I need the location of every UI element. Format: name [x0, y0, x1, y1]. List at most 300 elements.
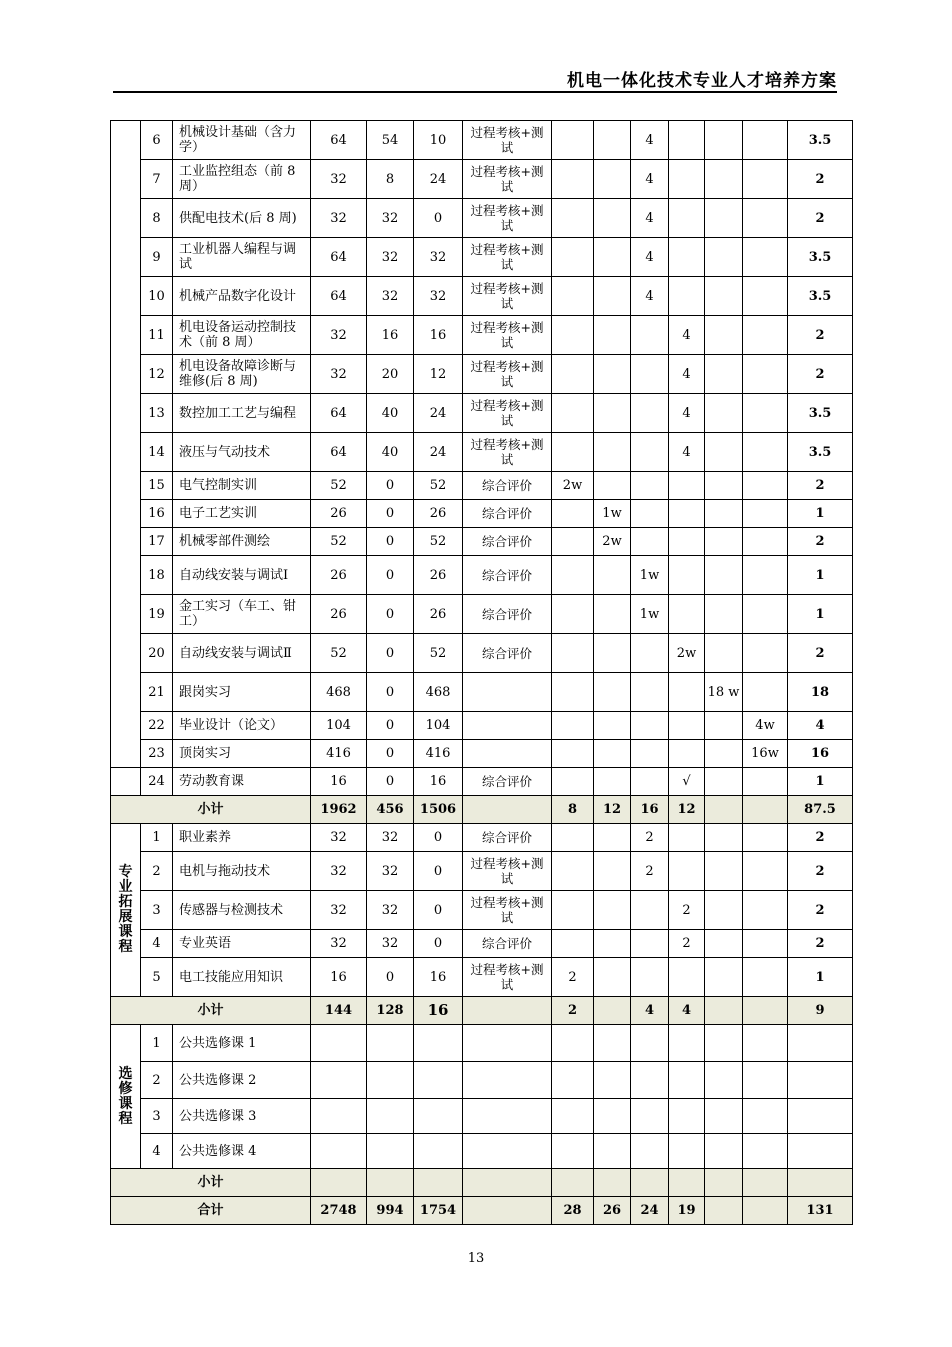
course-name-cell: 公共选修课 3 — [173, 1099, 311, 1134]
elective-row — [111, 1062, 853, 1099]
course-name-cell: 毕业设计（论文） — [173, 712, 311, 740]
semester-cell: 4 — [631, 121, 669, 160]
semester-cell — [552, 595, 594, 634]
semester-cell — [669, 277, 705, 316]
empty-cell — [414, 1025, 463, 1062]
theory-hours-cell: 0 — [367, 634, 414, 673]
semester-cell — [552, 528, 594, 556]
course-name-cell: 公共选修课 1 — [173, 1025, 311, 1062]
semester-cell — [705, 1169, 743, 1197]
semester-cell — [743, 1197, 788, 1225]
course-name-cell: 电工技能应用知识 — [173, 958, 311, 997]
course-row — [111, 634, 853, 673]
course-name-cell: 自动线安装与调试Ⅰ — [173, 556, 311, 595]
empty-cell — [705, 1062, 743, 1099]
course-row — [111, 712, 853, 740]
semester-cell — [669, 740, 705, 768]
credit-cell: 1 — [788, 556, 853, 595]
semester-cell — [594, 394, 631, 433]
semester-cell: 2 — [552, 997, 594, 1025]
practice-hours-cell: 16 — [414, 768, 463, 796]
empty-cell — [743, 1062, 788, 1099]
semester-cell — [705, 433, 743, 472]
course-no-cell: 19 — [141, 595, 173, 634]
practice-hours-cell: 26 — [414, 595, 463, 634]
assessment-cell: 综合评价 — [463, 634, 552, 673]
empty-cell — [463, 1025, 552, 1062]
empty-cell — [788, 1025, 853, 1062]
theory-hours-cell: 0 — [367, 472, 414, 500]
assessment-cell: 过程考核+测试 — [463, 958, 552, 997]
credit-cell: 1 — [788, 768, 853, 796]
course-no-cell: 2 — [141, 1062, 173, 1099]
semester-cell — [705, 394, 743, 433]
credit-cell: 2 — [788, 634, 853, 673]
practice-hours-cell — [414, 1169, 463, 1197]
header-rule — [113, 91, 837, 93]
semester-cell — [594, 433, 631, 472]
credit-cell: 2 — [788, 528, 853, 556]
course-row — [111, 160, 853, 199]
empty-cell — [631, 1062, 669, 1099]
course-row — [111, 930, 853, 958]
practice-hours-cell: 0 — [414, 852, 463, 891]
semester-cell: 2 — [552, 958, 594, 997]
course-no-cell: 1 — [141, 824, 173, 852]
assessment-cell — [463, 1169, 552, 1197]
semester-cell — [743, 852, 788, 891]
semester-cell: 24 — [631, 1197, 669, 1225]
document-header-title: 机电一体化技术专业人才培养方案 — [567, 71, 837, 91]
semester-cell — [552, 712, 594, 740]
semester-cell — [631, 472, 669, 500]
assessment-cell: 综合评价 — [463, 824, 552, 852]
semester-cell — [669, 528, 705, 556]
course-row — [111, 673, 853, 712]
total-hours-cell: 26 — [311, 500, 367, 528]
semester-cell — [552, 824, 594, 852]
assessment-cell: 过程考核+测试 — [463, 891, 552, 930]
semester-cell — [743, 891, 788, 930]
course-no-cell: 11 — [141, 316, 173, 355]
semester-cell: 28 — [552, 1197, 594, 1225]
semester-cell — [669, 121, 705, 160]
semester-cell: 12 — [594, 796, 631, 824]
semester-cell — [552, 634, 594, 673]
ext-group-cell — [111, 824, 141, 997]
semester-cell: 1w — [631, 595, 669, 634]
course-no-cell: 23 — [141, 740, 173, 768]
theory-hours-cell: 32 — [367, 199, 414, 238]
semester-cell — [705, 796, 743, 824]
semester-cell: 8 — [552, 796, 594, 824]
practice-hours-cell: 26 — [414, 500, 463, 528]
course-name-cell: 工业机器人编程与调试 — [173, 238, 311, 277]
semester-cell — [705, 740, 743, 768]
page-number: 13 — [467, 1251, 485, 1266]
semester-cell — [669, 472, 705, 500]
semester-cell — [705, 121, 743, 160]
semester-cell — [705, 472, 743, 500]
semester-cell — [705, 199, 743, 238]
total-hours-cell: 144 — [311, 997, 367, 1025]
semester-cell — [594, 997, 631, 1025]
semester-cell — [594, 238, 631, 277]
total-hours-cell: 26 — [311, 556, 367, 595]
credit-cell: 3.5 — [788, 433, 853, 472]
semester-cell — [705, 355, 743, 394]
semester-cell — [594, 634, 631, 673]
semester-cell — [552, 316, 594, 355]
course-row — [111, 595, 853, 634]
theory-hours-cell: 0 — [367, 740, 414, 768]
semester-cell — [743, 673, 788, 712]
empty-cell — [594, 1099, 631, 1134]
assessment-cell: 综合评价 — [463, 768, 552, 796]
course-row — [111, 556, 853, 595]
credit-cell: 2 — [788, 930, 853, 958]
semester-cell: 1w — [631, 556, 669, 595]
semester-cell — [743, 796, 788, 824]
total-hours-cell: 52 — [311, 472, 367, 500]
practice-hours-cell: 416 — [414, 740, 463, 768]
course-row — [111, 768, 853, 796]
course-name-cell: 机械零部件测绘 — [173, 528, 311, 556]
practice-hours-cell: 32 — [414, 277, 463, 316]
course-no-cell: 9 — [141, 238, 173, 277]
semester-cell — [631, 930, 669, 958]
course-name-cell: 电机与拖动技术 — [173, 852, 311, 891]
course-name-cell: 跟岗实习 — [173, 673, 311, 712]
total-hours-cell: 52 — [311, 634, 367, 673]
total-hours-cell: 26 — [311, 595, 367, 634]
credit-cell: 2 — [788, 891, 853, 930]
course-row — [111, 238, 853, 277]
semester-cell — [669, 595, 705, 634]
course-no-cell: 17 — [141, 528, 173, 556]
theory-hours-cell: 40 — [367, 394, 414, 433]
assessment-cell — [463, 1197, 552, 1225]
course-row — [111, 121, 853, 160]
semester-cell — [631, 740, 669, 768]
theory-hours-cell: 8 — [367, 160, 414, 199]
credit-cell: 3.5 — [788, 121, 853, 160]
theory-hours-cell: 32 — [367, 277, 414, 316]
semester-cell — [705, 997, 743, 1025]
semester-cell — [705, 852, 743, 891]
semester-cell — [552, 277, 594, 316]
semester-cell — [631, 528, 669, 556]
assessment-cell: 综合评价 — [463, 556, 552, 595]
semester-cell: 16w — [743, 740, 788, 768]
semester-cell: 2 — [631, 824, 669, 852]
empty-cell — [705, 1025, 743, 1062]
theory-hours-cell: 0 — [367, 528, 414, 556]
semester-cell: 2 — [631, 852, 669, 891]
semester-cell — [594, 160, 631, 199]
course-row — [111, 500, 853, 528]
semester-cell — [631, 433, 669, 472]
semester-cell — [743, 997, 788, 1025]
course-row — [111, 824, 853, 852]
semester-cell — [594, 355, 631, 394]
semester-cell — [594, 199, 631, 238]
empty-cell — [367, 1025, 414, 1062]
practice-hours-cell: 16 — [414, 316, 463, 355]
course-row — [111, 433, 853, 472]
course-row — [111, 394, 853, 433]
semester-cell — [705, 891, 743, 930]
course-no-cell: 14 — [141, 433, 173, 472]
semester-cell: 4 — [669, 355, 705, 394]
total-hours-cell: 416 — [311, 740, 367, 768]
practice-hours-cell: 0 — [414, 930, 463, 958]
semester-cell — [705, 556, 743, 595]
semester-cell — [631, 958, 669, 997]
theory-hours-cell: 0 — [367, 673, 414, 712]
semester-cell — [594, 316, 631, 355]
course-name-cell: 传感器与检测技术 — [173, 891, 311, 930]
semester-cell — [743, 528, 788, 556]
semester-cell — [705, 930, 743, 958]
semester-cell — [743, 930, 788, 958]
credit-cell: 9 — [788, 997, 853, 1025]
course-row — [111, 277, 853, 316]
theory-hours-cell: 54 — [367, 121, 414, 160]
total-hours-cell: 32 — [311, 316, 367, 355]
credit-cell: 1 — [788, 595, 853, 634]
semester-cell — [631, 355, 669, 394]
empty-cell — [414, 1134, 463, 1169]
course-name-cell: 公共选修课 4 — [173, 1134, 311, 1169]
semester-cell: 4w — [743, 712, 788, 740]
semester-cell — [594, 121, 631, 160]
course-no-cell: 1 — [141, 1025, 173, 1062]
course-name-cell: 专业英语 — [173, 930, 311, 958]
total-hours-cell: 64 — [311, 277, 367, 316]
empty-cell — [669, 1134, 705, 1169]
semester-cell — [705, 160, 743, 199]
semester-cell — [552, 891, 594, 930]
semester-cell — [552, 160, 594, 199]
course-no-cell: 20 — [141, 634, 173, 673]
semester-cell — [631, 712, 669, 740]
semester-cell — [594, 824, 631, 852]
assessment-cell: 过程考核+测试 — [463, 160, 552, 199]
semester-cell: 2 — [669, 891, 705, 930]
assessment-cell — [463, 712, 552, 740]
practice-hours-cell: 16 — [414, 997, 463, 1025]
course-name-cell: 顶岗实习 — [173, 740, 311, 768]
course-no-cell: 7 — [141, 160, 173, 199]
theory-hours-cell: 0 — [367, 595, 414, 634]
theory-hours-cell: 32 — [367, 238, 414, 277]
assessment-cell — [463, 796, 552, 824]
course-no-cell: 3 — [141, 891, 173, 930]
subtotal-row — [111, 796, 853, 824]
course-no-cell: 12 — [141, 355, 173, 394]
course-no-cell: 22 — [141, 712, 173, 740]
empty-cell — [311, 1099, 367, 1134]
semester-cell: 4 — [631, 277, 669, 316]
elective-row — [111, 1025, 853, 1062]
semester-cell — [669, 824, 705, 852]
empty-cell — [743, 1099, 788, 1134]
elective-row — [111, 1099, 853, 1134]
semester-cell — [669, 556, 705, 595]
empty-cell — [788, 1134, 853, 1169]
total-hours-cell: 32 — [311, 824, 367, 852]
semester-cell — [552, 199, 594, 238]
empty-cell — [631, 1134, 669, 1169]
theory-hours-cell: 32 — [367, 852, 414, 891]
course-row — [111, 740, 853, 768]
semester-cell — [552, 1169, 594, 1197]
assessment-cell: 综合评价 — [463, 930, 552, 958]
course-no-cell: 5 — [141, 958, 173, 997]
semester-cell — [594, 277, 631, 316]
practice-hours-cell: 12 — [414, 355, 463, 394]
course-name-cell: 电气控制实训 — [173, 472, 311, 500]
total-hours-cell: 64 — [311, 394, 367, 433]
semester-cell — [594, 740, 631, 768]
semester-cell: 19 — [669, 1197, 705, 1225]
practice-hours-cell: 468 — [414, 673, 463, 712]
practice-hours-cell: 1754 — [414, 1197, 463, 1225]
theory-hours-cell: 994 — [367, 1197, 414, 1225]
subtotal-row — [111, 1197, 853, 1225]
empty-cell — [594, 1134, 631, 1169]
semester-cell: 4 — [631, 238, 669, 277]
semester-cell — [743, 556, 788, 595]
semester-cell: 4 — [669, 433, 705, 472]
semester-cell: 26 — [594, 1197, 631, 1225]
semester-cell — [594, 891, 631, 930]
total-hours-cell: 32 — [311, 852, 367, 891]
course-name-cell: 自动线安装与调试Ⅱ — [173, 634, 311, 673]
course-name-cell: 机械产品数字化设计 — [173, 277, 311, 316]
semester-cell — [631, 500, 669, 528]
group-label: 专业拓展课程 — [118, 864, 133, 955]
practice-hours-cell: 52 — [414, 528, 463, 556]
course-no-cell: 24 — [141, 768, 173, 796]
course-name-cell: 劳动教育课 — [173, 768, 311, 796]
practice-hours-cell: 32 — [414, 238, 463, 277]
semester-cell: 4 — [669, 316, 705, 355]
credit-cell: 16 — [788, 740, 853, 768]
assessment-cell: 过程考核+测试 — [463, 316, 552, 355]
course-no-cell: 18 — [141, 556, 173, 595]
empty-cell — [669, 1025, 705, 1062]
core-group-cell — [111, 121, 141, 768]
semester-cell — [669, 852, 705, 891]
semester-cell — [705, 238, 743, 277]
semester-cell — [552, 556, 594, 595]
credit-cell: 2 — [788, 355, 853, 394]
semester-cell — [552, 930, 594, 958]
semester-cell — [669, 673, 705, 712]
course-no-cell: 13 — [141, 394, 173, 433]
theory-hours-cell: 40 — [367, 433, 414, 472]
semester-cell: √ — [669, 768, 705, 796]
semester-cell: 2w — [552, 472, 594, 500]
subtotal-label: 小计 — [111, 796, 311, 824]
semester-cell: 4 — [669, 394, 705, 433]
semester-cell — [631, 394, 669, 433]
course-row — [111, 316, 853, 355]
semester-cell — [743, 1169, 788, 1197]
practice-hours-cell: 0 — [414, 199, 463, 238]
semester-cell: 18 w — [705, 673, 743, 712]
semester-cell: 2w — [669, 634, 705, 673]
total-hours-cell: 32 — [311, 199, 367, 238]
semester-cell — [743, 634, 788, 673]
practice-hours-cell: 10 — [414, 121, 463, 160]
semester-cell — [552, 673, 594, 712]
practice-hours-cell: 0 — [414, 824, 463, 852]
theory-hours-cell: 128 — [367, 997, 414, 1025]
semester-cell — [669, 712, 705, 740]
total-hours-cell: 52 — [311, 528, 367, 556]
empty-cell — [743, 1134, 788, 1169]
semester-cell — [594, 930, 631, 958]
theory-hours-cell: 32 — [367, 891, 414, 930]
empty-cell — [705, 1134, 743, 1169]
subtotal-label: 小计 — [111, 1169, 311, 1197]
total-hours-cell: 32 — [311, 160, 367, 199]
course-name-cell: 工业监控组态（前 8 周） — [173, 160, 311, 199]
semester-cell — [705, 824, 743, 852]
semester-cell: 4 — [669, 997, 705, 1025]
semester-cell — [743, 595, 788, 634]
assessment-cell — [463, 997, 552, 1025]
semester-cell — [594, 712, 631, 740]
empty-cell — [631, 1099, 669, 1134]
semester-cell — [631, 316, 669, 355]
semester-cell — [705, 768, 743, 796]
semester-cell — [669, 238, 705, 277]
assessment-cell: 过程考核+测试 — [463, 277, 552, 316]
theory-hours-cell: 16 — [367, 316, 414, 355]
subtotal-row — [111, 1169, 853, 1197]
semester-cell — [631, 634, 669, 673]
empty-cell — [367, 1099, 414, 1134]
course-name-cell: 金工实习（车工、钳工） — [173, 595, 311, 634]
credit-cell: 3.5 — [788, 277, 853, 316]
core-group-cell-end — [111, 768, 141, 796]
practice-hours-cell: 16 — [414, 958, 463, 997]
course-schedule-table — [110, 120, 853, 1225]
course-name-cell: 液压与气动技术 — [173, 433, 311, 472]
course-name-cell: 数控加工工艺与编程 — [173, 394, 311, 433]
total-hours-cell: 16 — [311, 958, 367, 997]
course-row — [111, 891, 853, 930]
practice-hours-cell: 24 — [414, 160, 463, 199]
assessment-cell — [463, 673, 552, 712]
empty-cell — [463, 1099, 552, 1134]
semester-cell — [594, 556, 631, 595]
credit-cell: 1 — [788, 958, 853, 997]
assessment-cell: 过程考核+测试 — [463, 238, 552, 277]
semester-cell — [594, 1169, 631, 1197]
semester-cell — [705, 958, 743, 997]
course-row — [111, 199, 853, 238]
semester-cell: 12 — [669, 796, 705, 824]
semester-cell — [743, 958, 788, 997]
semester-cell — [743, 121, 788, 160]
semester-cell — [705, 528, 743, 556]
practice-hours-cell: 24 — [414, 394, 463, 433]
